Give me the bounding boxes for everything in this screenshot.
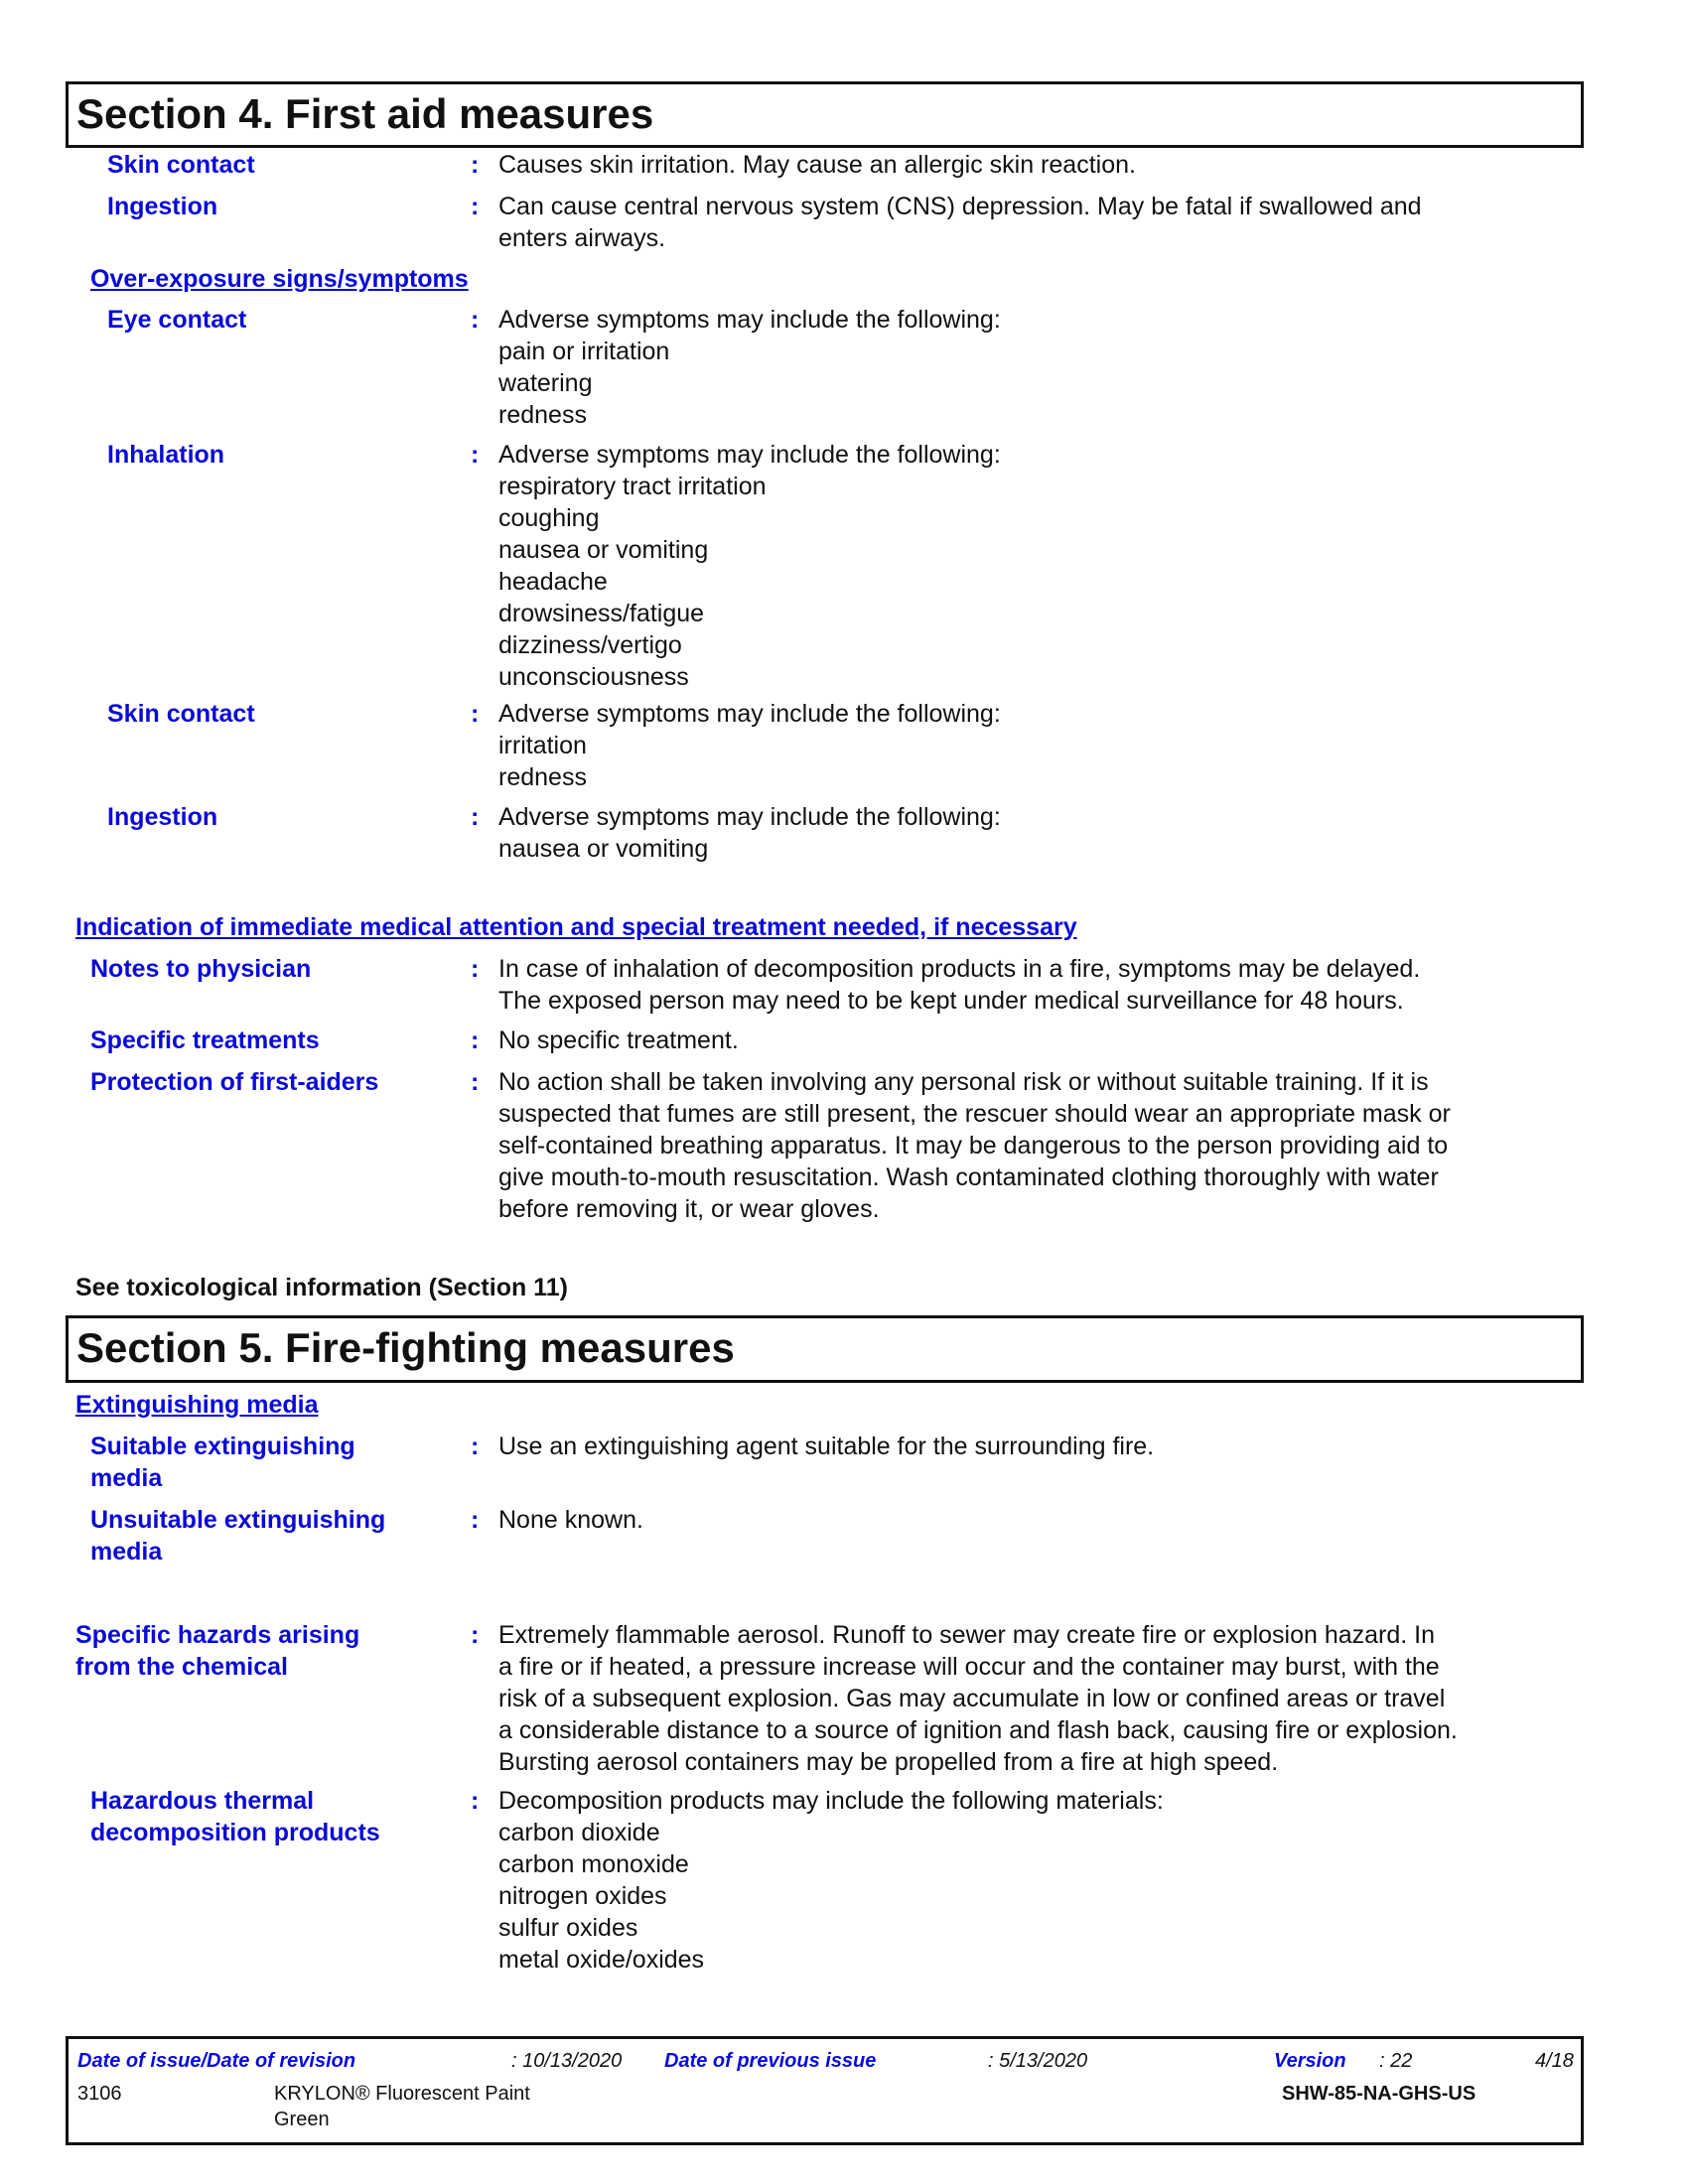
indication-heading: Indication of immediate medical attention and special treatment needed, if necessary bbox=[75, 913, 1077, 941]
field-value-line: a fire or if heated, a pressure increase will occur and the container may burst, with the bbox=[498, 1653, 1440, 1681]
section-5-header bbox=[66, 1315, 1584, 1383]
field-value-line: No specific treatment. bbox=[498, 1026, 739, 1054]
field-value-line: Can cause central nervous system (CNS) depression. May be fatal if swallowed and bbox=[498, 193, 1422, 220]
field-value-line: risk of a subsequent explosion. Gas may accumulate in low or confined areas or travel bbox=[498, 1685, 1446, 1712]
field-label-line: Protection of first-aiders bbox=[90, 1068, 379, 1096]
separator-colon: : bbox=[471, 441, 480, 469]
field-label-line: Suitable extinguishing bbox=[90, 1433, 355, 1460]
field-label-line: Unsuitable extinguishing bbox=[90, 1506, 386, 1534]
field-value-line: enters airways. bbox=[498, 224, 666, 252]
field-label-line: from the chemical bbox=[75, 1653, 288, 1681]
field-label-line: Skin contact bbox=[107, 151, 255, 179]
field-value-line: before removing it, or wear gloves. bbox=[498, 1195, 880, 1223]
field-value-line: Causes skin irritation. May cause an allergic skin reaction. bbox=[498, 151, 1136, 179]
product-name-line2: Green bbox=[274, 2109, 330, 2130]
field-label bbox=[107, 439, 224, 471]
field-value-line: redness bbox=[498, 401, 587, 429]
field-value-line: metal oxide/oxides bbox=[498, 1946, 705, 1974]
field-label bbox=[75, 1619, 359, 1683]
version-label: Version bbox=[1274, 2050, 1346, 2072]
field-value bbox=[498, 304, 1001, 431]
field-label bbox=[107, 149, 255, 181]
field-value-line: Bursting aerosol containers may be propelled from a fire at high speed. bbox=[498, 1748, 1279, 1776]
field-value-line: watering bbox=[498, 369, 593, 397]
field-value bbox=[498, 801, 1001, 865]
field-label bbox=[90, 1024, 320, 1056]
field-value-line: headache bbox=[498, 568, 608, 596]
field-value-line: In case of inhalation of decomposition products in a fire, symptoms may be delayed. bbox=[498, 955, 1421, 983]
field-value-line: drowsiness/fatigue bbox=[498, 600, 705, 627]
section-5-title: Section 5. Fire-fighting measures bbox=[76, 1324, 735, 1371]
field-label bbox=[107, 304, 246, 336]
separator-colon: : bbox=[471, 1433, 480, 1460]
field-label bbox=[90, 1785, 380, 1848]
previous-issue-value: : 5/13/2020 bbox=[988, 2050, 1088, 2072]
previous-issue-label: Date of previous issue bbox=[664, 2050, 877, 2072]
separator-colon: : bbox=[471, 700, 480, 728]
section-4-header bbox=[66, 81, 1584, 148]
field-label-line: media bbox=[90, 1464, 163, 1492]
field-label-line: media bbox=[90, 1538, 163, 1566]
field-label-line: Ingestion bbox=[107, 803, 218, 831]
separator-colon: : bbox=[471, 193, 480, 220]
extinguishing-heading: Extinguishing media bbox=[75, 1391, 319, 1419]
separator-colon: : bbox=[471, 1068, 480, 1096]
field-value-line: No action shall be taken involving any personal risk or without suitable training. If it is bbox=[498, 1068, 1429, 1096]
field-value bbox=[498, 953, 1420, 1017]
separator-colon: : bbox=[471, 955, 480, 983]
field-label-line: Specific hazards arising bbox=[75, 1621, 360, 1649]
field-label bbox=[107, 801, 217, 833]
field-value-line: pain or irritation bbox=[498, 338, 670, 365]
field-value-line: self-contained breathing apparatus. It may be dangerous to the person providing aid to bbox=[498, 1132, 1449, 1160]
field-label bbox=[107, 191, 217, 222]
field-value-line: Adverse symptoms may include the following: bbox=[498, 803, 1001, 831]
field-value-line: Decomposition products may include the following materials: bbox=[498, 1787, 1164, 1815]
field-value-line: suspected that fumes are still present, the rescuer should wear an appropriate mask or bbox=[498, 1100, 1451, 1128]
field-value-line: nausea or vomiting bbox=[498, 835, 709, 863]
page-number: 4/18 bbox=[1535, 2050, 1574, 2072]
field-value-line: nitrogen oxides bbox=[498, 1882, 667, 1910]
field-label bbox=[107, 698, 255, 730]
field-value-line: None known. bbox=[498, 1506, 643, 1534]
separator-colon: : bbox=[471, 803, 480, 831]
field-label-line: Inhalation bbox=[107, 441, 225, 469]
field-value-line: Adverse symptoms may include the following: bbox=[498, 441, 1001, 469]
field-value bbox=[498, 1619, 1458, 1778]
field-value-line: nausea or vomiting bbox=[498, 536, 709, 564]
field-value-line: unconsciousness bbox=[498, 663, 689, 691]
field-value bbox=[498, 1431, 1154, 1462]
version-value: : 22 bbox=[1379, 2050, 1413, 2072]
field-label-line: Eye contact bbox=[107, 306, 247, 334]
field-value-line: a considerable distance to a source of ignition and flash back, causing fire or explosion. bbox=[498, 1716, 1458, 1744]
field-value-line: irritation bbox=[498, 732, 587, 759]
field-value bbox=[498, 698, 1001, 793]
field-value-line: respiratory tract irritation bbox=[498, 473, 767, 500]
separator-colon: : bbox=[471, 1026, 480, 1054]
section-4-title: Section 4. First aid measures bbox=[76, 90, 654, 137]
field-value-line: Use an extinguishing agent suitable for the surrounding fire. bbox=[498, 1433, 1155, 1460]
field-value bbox=[498, 1066, 1451, 1225]
field-label-line: Ingestion bbox=[107, 193, 218, 220]
overexposure-heading: Over-exposure signs/symptoms bbox=[90, 265, 469, 293]
field-label-line: Specific treatments bbox=[90, 1026, 320, 1054]
see-toxicological-note: See toxicological information (Section 11) bbox=[75, 1274, 568, 1301]
field-value-line: carbon dioxide bbox=[498, 1819, 660, 1846]
field-value-line: Extremely flammable aerosol. Runoff to sewer may create fire or explosion hazard. In bbox=[498, 1621, 1436, 1649]
document-code: SHW-85-NA-GHS-US bbox=[1282, 2083, 1477, 2105]
field-label-line: decomposition products bbox=[90, 1819, 380, 1846]
field-value bbox=[498, 1024, 739, 1056]
separator-colon: : bbox=[471, 306, 480, 334]
issue-date-value: : 10/13/2020 bbox=[511, 2050, 623, 2072]
field-value bbox=[498, 191, 1422, 254]
field-value-line: The exposed person may need to be kept under medical surveillance for 48 hours. bbox=[498, 987, 1404, 1015]
field-value-line: give mouth-to-mouth resuscitation. Wash contaminated clothing thoroughly with water bbox=[498, 1163, 1439, 1191]
field-value bbox=[498, 439, 1001, 693]
field-value bbox=[498, 149, 1136, 181]
field-label-line: Notes to physician bbox=[90, 955, 312, 983]
field-value-line: sulfur oxides bbox=[498, 1914, 638, 1942]
product-name-line1: KRYLON® Fluorescent Paint bbox=[274, 2083, 530, 2105]
field-label bbox=[90, 1431, 355, 1494]
field-value-line: Adverse symptoms may include the following: bbox=[498, 700, 1001, 728]
field-value-line: coughing bbox=[498, 504, 600, 532]
field-value-line: redness bbox=[498, 763, 587, 791]
separator-colon: : bbox=[471, 1506, 480, 1534]
field-label-line: Skin contact bbox=[107, 700, 255, 728]
separator-colon: : bbox=[471, 1787, 480, 1815]
field-value-line: Adverse symptoms may include the following: bbox=[498, 306, 1001, 334]
field-value bbox=[498, 1785, 1164, 1976]
field-label bbox=[90, 953, 311, 985]
field-label bbox=[90, 1504, 385, 1568]
issue-date-label: Date of issue/Date of revision bbox=[77, 2050, 356, 2072]
field-label bbox=[90, 1066, 378, 1098]
page-footer bbox=[66, 2036, 1584, 2145]
field-value bbox=[498, 1504, 643, 1536]
field-label-line: Hazardous thermal bbox=[90, 1787, 315, 1815]
product-code: 3106 bbox=[77, 2083, 122, 2105]
field-value-line: dizziness/vertigo bbox=[498, 631, 682, 659]
separator-colon: : bbox=[471, 151, 480, 179]
field-value-line: carbon monoxide bbox=[498, 1850, 689, 1878]
separator-colon: : bbox=[471, 1621, 480, 1649]
